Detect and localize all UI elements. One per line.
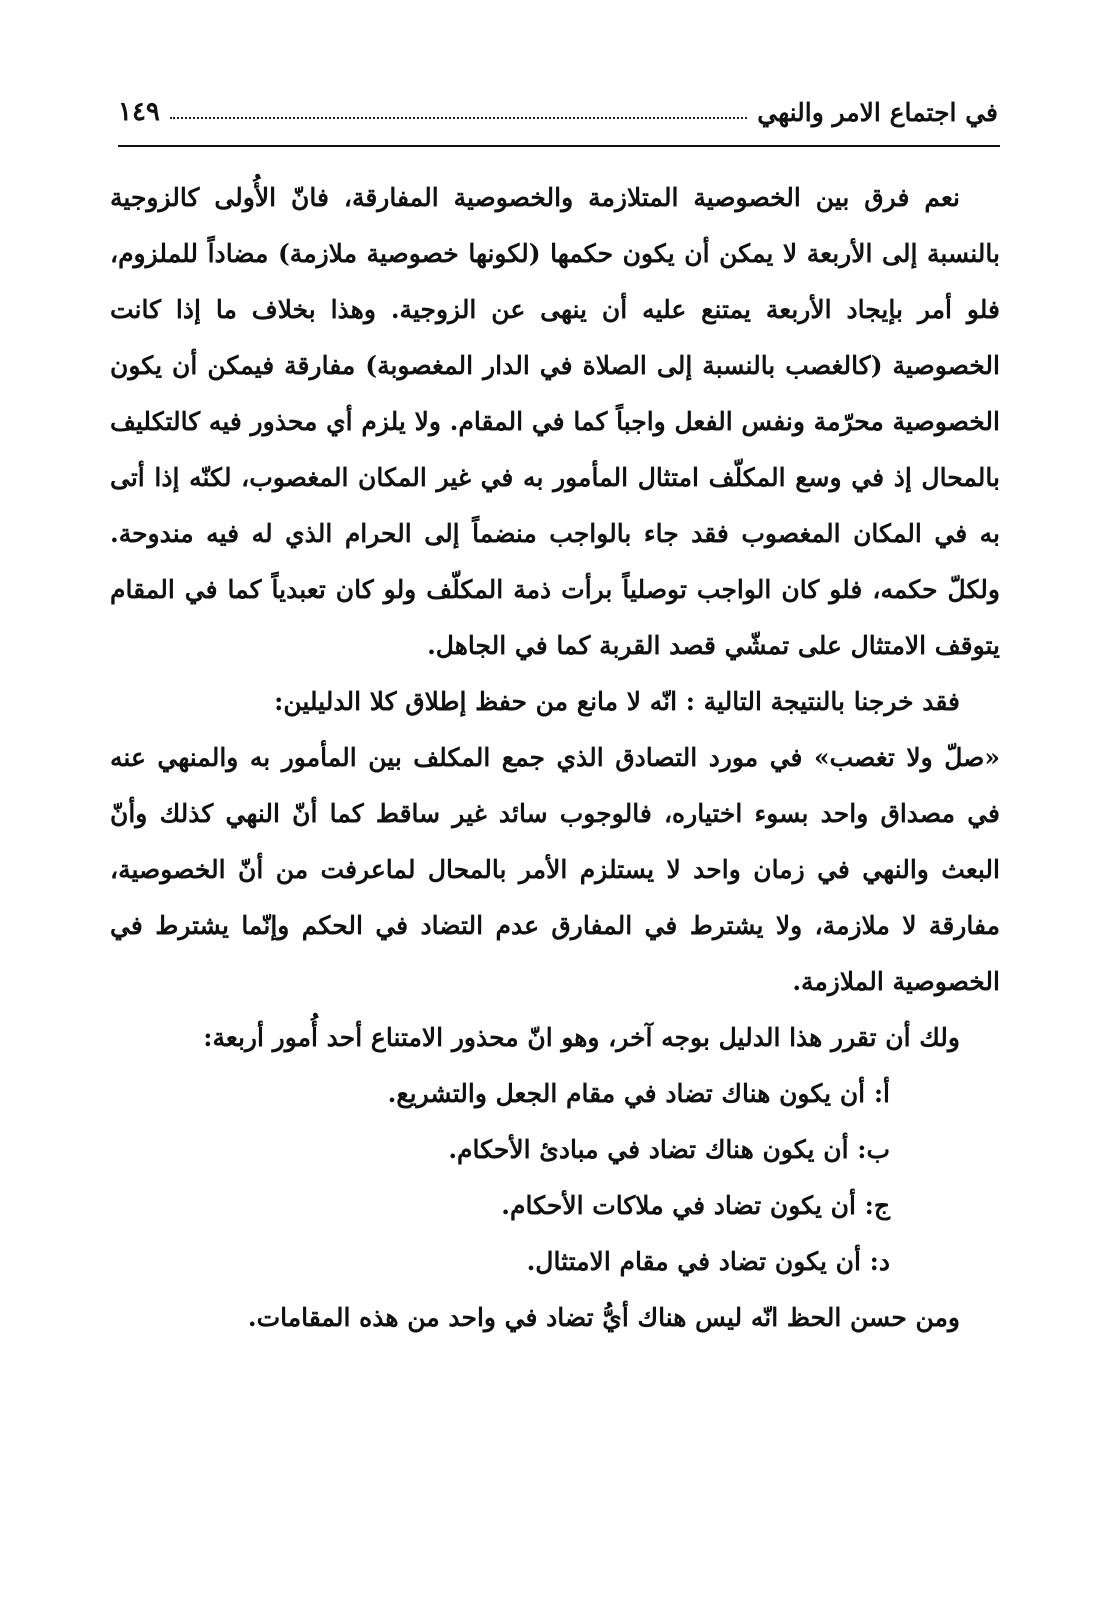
list-item: د: أن يكون تضاد في مقام الامتثال. xyxy=(526,1247,890,1276)
running-title: في اجتماع الامر والنهي xyxy=(757,98,998,127)
list-item: ب: أن يكون هناك تضاد في مبادئ الأحكام. xyxy=(448,1135,890,1164)
paragraph: نعم فرق بين الخصوصية المتلازمة والخصوصية المفارقة، فانّ الأُولى كالزوجية بالنسبة إلى الأربعة لا يمكن أن يكون حكمها (لكونها خصوصية ملازمة) مضاداً للملزوم، فلو أمر بإيجاد الأربعة يمتنع عليه أن ينهى عن الزوجية. وهذا بخلاف ما إذا كانت الخصوصية (كالغصب بالنسبة إلى الصلاة في الدار المغصوبة) مفارقة فيمكن أن يكون الخصوصية محرّمة ونفس الفعل واجباً كما في المقام. ولا يلزم أي محذور فيه كالتكليف بالمحال إذ في وسع المكلّف امتثال المأمور به في غير المكان المغصوب، لكنّه إذا أتى به في المكان المغصوب فقد جاء بالواجب منضماً إلى الحرام الذي له فيه مندوحة. ولكلّ حكمه، فلو كان الواجب توصلياً برأت ذمة المكلّف ولو كان تعبدياً كما في المقام يتوقف الامتثال على تمشّي قصد القربة كما في الجاهل. xyxy=(110,183,1000,660)
numbered-list xyxy=(110,1066,1000,1290)
paragraph: فقد خرجنا بالنتيجة التالية : انّه لا مانع من حفظ إطلاق كلا الدليلين: xyxy=(274,687,960,716)
page-number: ١٤٩ xyxy=(118,97,160,127)
paragraph: ولك أن تقرر هذا الدليل بوجه آخر، وهو انّ محذور الامتناع أحد أُمور أربعة: xyxy=(203,1023,960,1052)
closing-paragraph: ومن حسن الحظ انّه ليس هناك أيُّ تضاد في واحد من هذه المقامات. xyxy=(247,1303,960,1332)
page-header xyxy=(118,85,998,127)
paragraph: «صلّ ولا تغصب» في مورد التصادق الذي جمع المكلف بين المأمور به والمنهي عنه في مصداق واحد بسوء اختياره، فالوجوب سائد غير ساقط كما أنّ النهي كذلك وأنّ البعث والنهي في زمان واحد لا يستلزم الأمر بالمحال لماعرفت من أنّ الخصوصية، مفارقة لا ملازمة، ولا يشترط في المفارق عدم التضاد في الحكم وإنّما يشترط في الخصوصية الملازمة. xyxy=(110,743,1000,996)
header-rule xyxy=(118,145,1000,147)
body-text xyxy=(110,170,1000,1346)
list-item: ج: أن يكون تضاد في ملاكات الأحكام. xyxy=(501,1191,890,1220)
list-item: أ: أن يكون هناك تضاد في مقام الجعل والتشريع. xyxy=(387,1079,890,1108)
header-leader-dots xyxy=(170,117,747,119)
